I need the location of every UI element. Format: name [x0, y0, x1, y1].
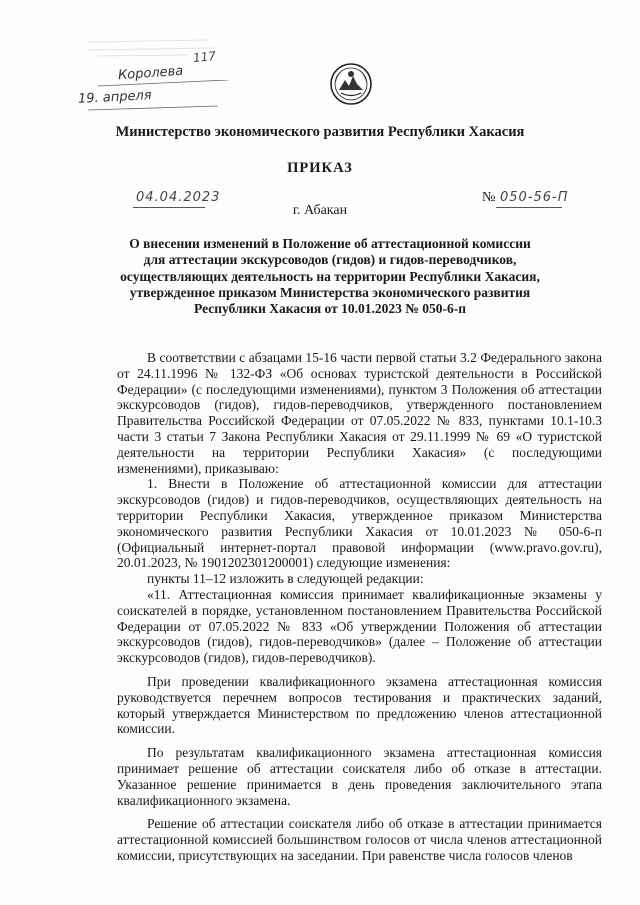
coat-of-arms-khakassia-icon [329, 62, 373, 106]
paragraph-decision: Решение об аттестации соискателя либо об отказе в аттестации принимается аттестационной комиссией большинством голосов от числа членов аттестационной комиссии, присутствующих на заседании. При равенстве числа голосов членов [117, 816, 602, 863]
paragraph-points: пункты 11–12 изложить в следующей редакции: [147, 571, 424, 587]
paragraph-preamble: В соответствии с абзацами 15-16 части первой статьи 3.2 Федерального закона от 24.11.1996 № 132-ФЗ «Об основах туристской деятельности в Российской Федерации» (с последующими изменениями), пунктом 3 Положения об аттестации экскурсоводов (гидов), гидов-переводчиков, утвержденного постановлением Правительства Российской Федерации от 07.05.2022 № 833, пунктами 10.1-10.3 части 3 статьи 7 Закона Республики Хакасия от 29.11.1999 № 69 «О туристской деятельности на территории Республики Хакасия» (с последующими изменениями), приказываю: [117, 350, 602, 476]
handwritten-registration-mark [77, 36, 238, 116]
paragraph-exam-results: По результатам квалификационного экзамена аттестационная комиссия принимает решение об аттестации соискателя либо об отказе в аттестации. Указанное решение принимается в день проведения заключительного этапа квалификационного экзамена. [117, 745, 602, 808]
paragraph-exam-conduct: При проведении квалификационного экзамена аттестационная комиссия руководствуется перечнем вопросов тестирования и практических заданий, который утверждается Министерством по предложению членов аттестационной комиссии. [117, 673, 602, 737]
order-subject: О внесении изменений в Положение об аттестационной комиссии для аттестации экскурсоводов (гидов) и гидов-переводчиков, осуществляющих деятельность на территории Республики Хакасия, утвержденное приказом Министерства экономического развития Республики Хакасия от 10.01.2023 № 050-6-п [120, 236, 540, 317]
paragraph-item-1: 1. Внести в Положение об аттестационной комиссии для аттестации экскурсоводов (гидов) и гидов-переводчиков, осуществляющих деятельность на территории Республики Хакасия, утвержденное приказом Министерства экономического развития Республики Хакасия от 10.01.2023 № 050-6-п (Официальный интернет-портал правовой информации (www.pravo.gov.ru), 20.01.2023, № 1901202301200001) следующие изменения: [117, 476, 602, 571]
order-title: ПРИКАЗ [287, 160, 353, 176]
order-number: 050-56-П [500, 190, 569, 205]
city: г. Абакан [292, 203, 348, 218]
handwritten-number: 117 [192, 48, 217, 66]
paragraph-point-11: «11. Аттестационная комиссия принимает квалификационные экзамены у соискателей в порядке, установленном постановлением Правительства Российской Федерации от 07.05.2022 № 833 «Об утверждении Положения об аттестации экскурсоводов (гидов), гидов-переводчиков» (далее – Положение об аттестации экскурсоводов (гидов), гидов-переводчиков). [117, 586, 602, 666]
order-body [117, 350, 602, 864]
order-number-label: № [482, 190, 496, 205]
order-date: 04.04.2023 [136, 190, 221, 205]
handwritten-date: 19. апреля [77, 88, 152, 107]
ministry-name: Министерство экономического развития Республики Хакасия [115, 124, 525, 140]
handwritten-underlines [88, 80, 238, 116]
handwritten-name: Королева [117, 63, 184, 84]
